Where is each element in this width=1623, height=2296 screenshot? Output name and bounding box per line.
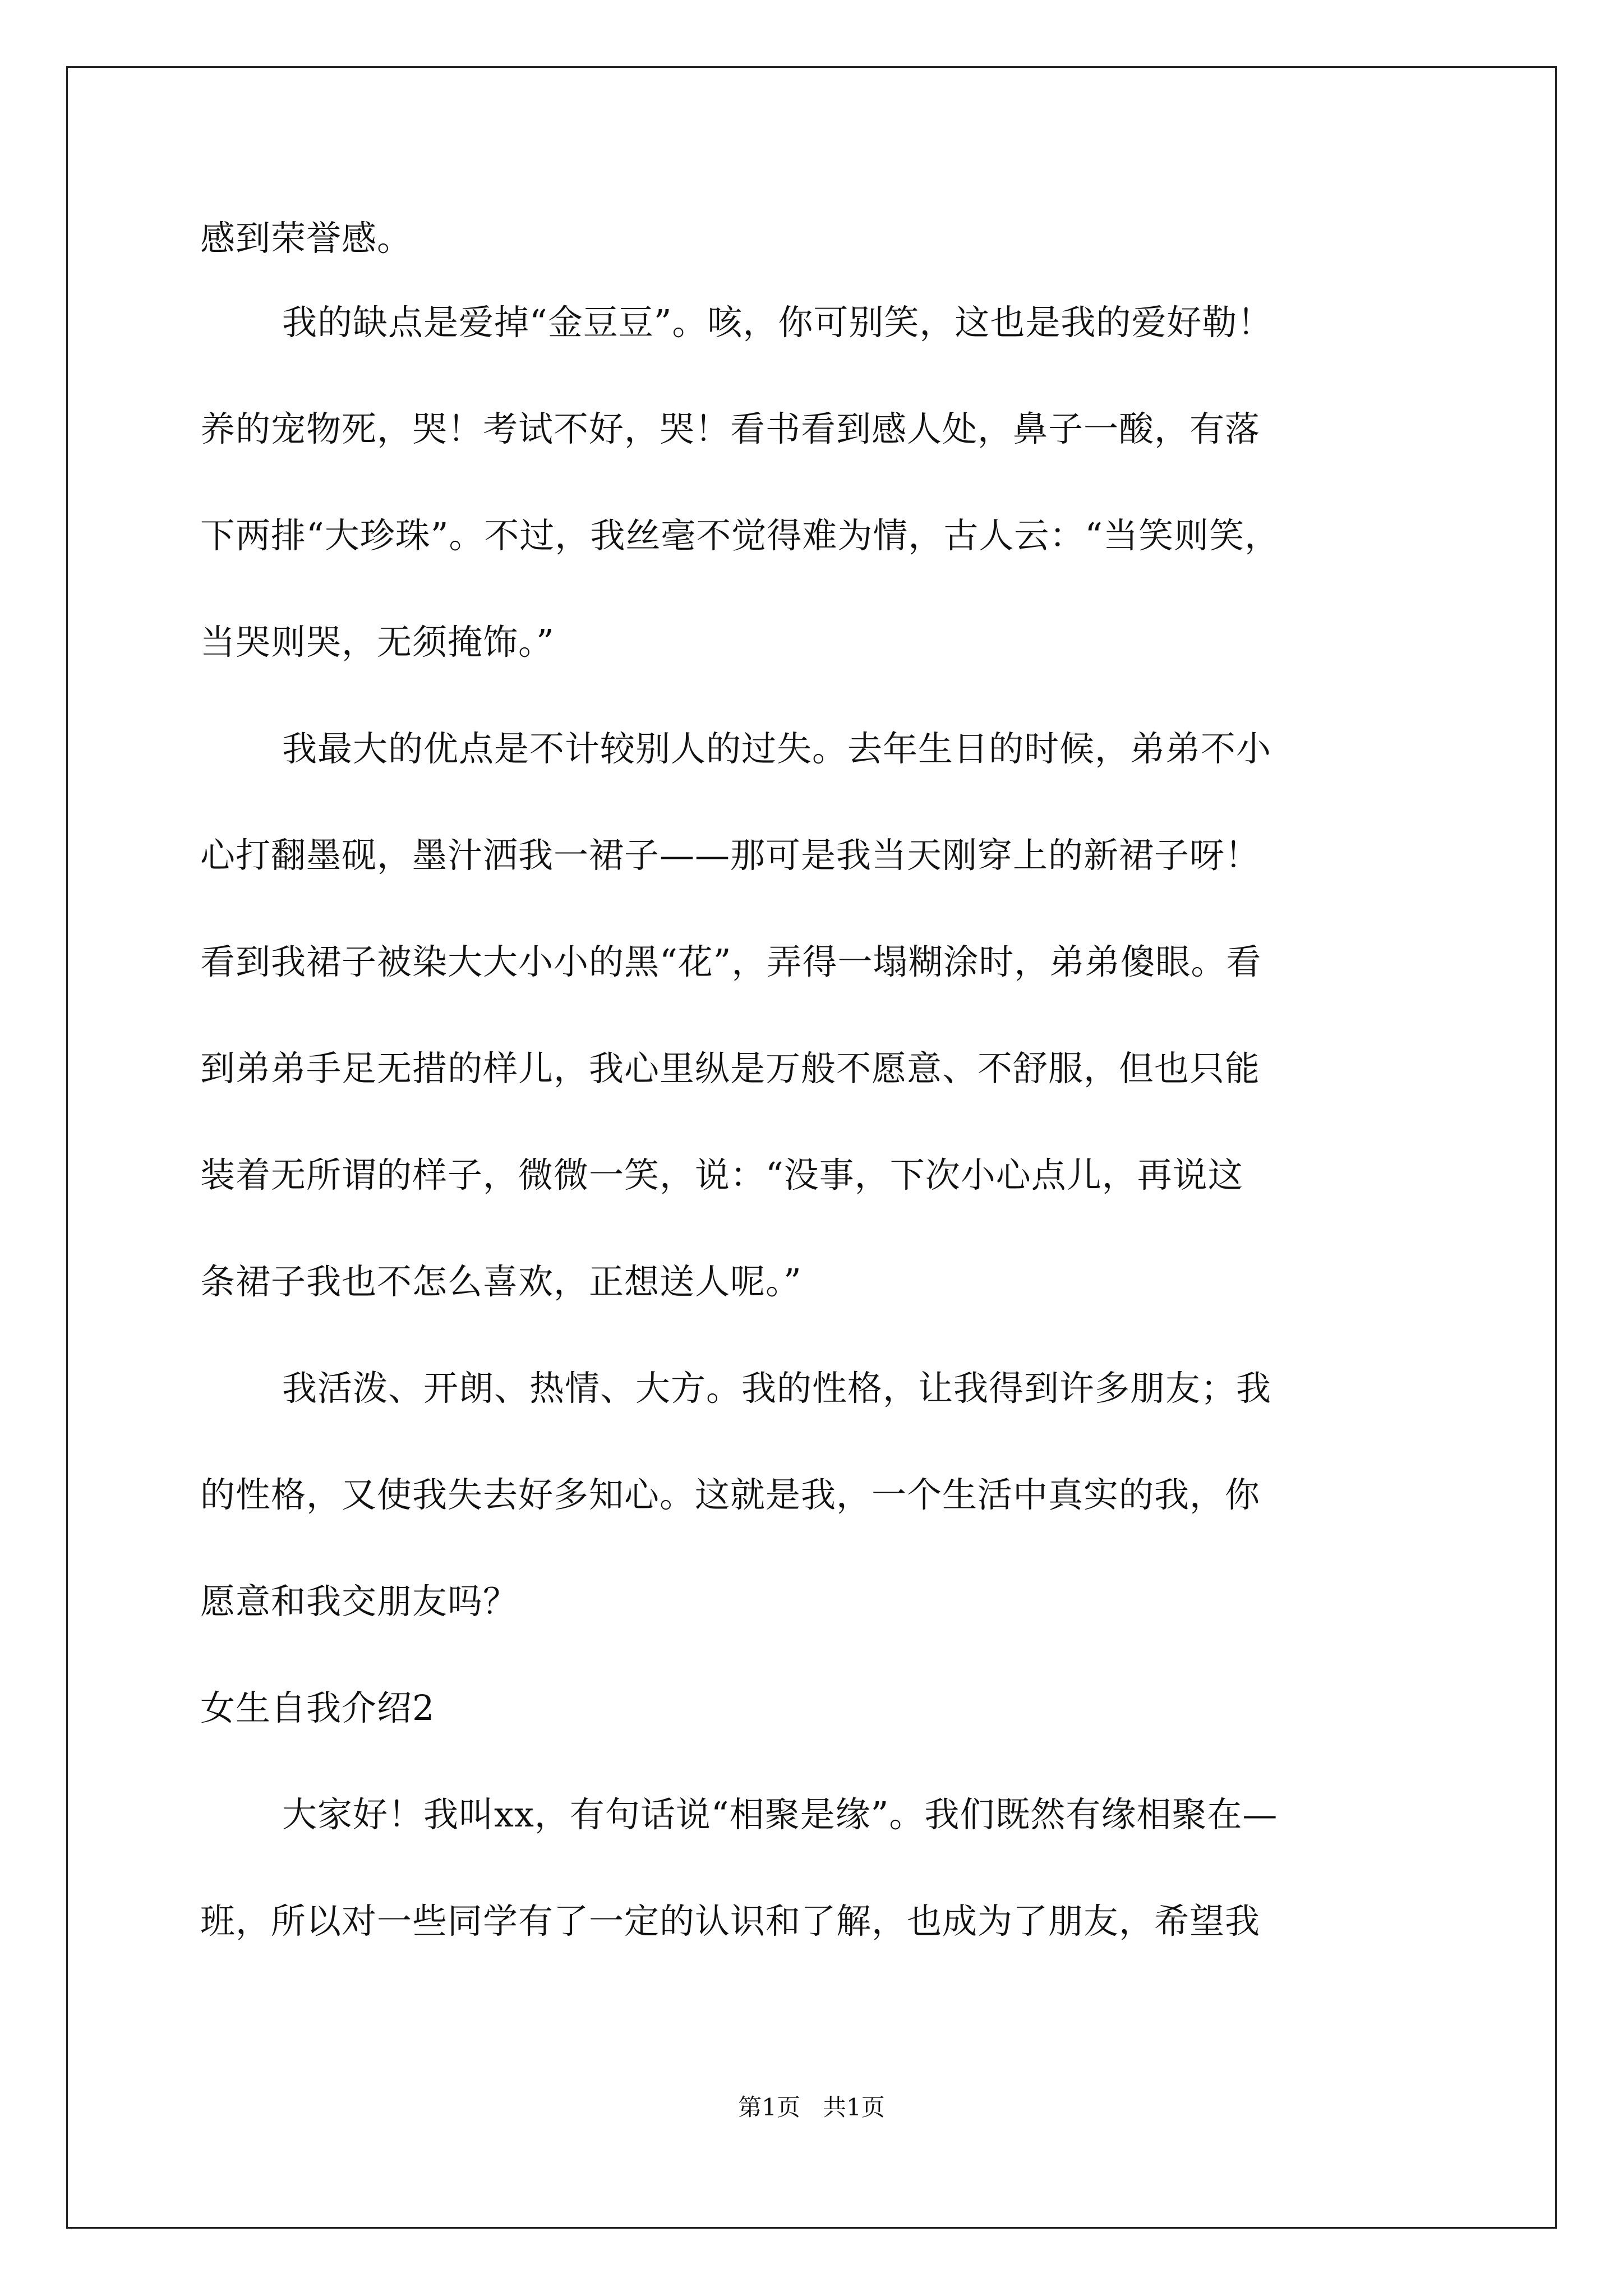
paragraph-line: 愿意和我交朋友吗？ — [200, 1581, 519, 1622]
page-number-footer: 第1页 共1页 — [738, 2093, 885, 2121]
paragraph-line: 我最大的优点是不计较别人的过失。去年生日的时候，弟弟不小 — [282, 728, 1272, 769]
paragraph-line: 心打翻墨砚，墨汁洒我一裙子——那可是我当天刚穿上的新裙子呀！ — [200, 835, 1261, 876]
section-heading: 女生自我介绍2 — [200, 1687, 435, 1728]
paragraph-line: 下两排“大珍珠”。不过，我丝毫不觉得难为情，古人云：“当笑则笑， — [200, 515, 1280, 556]
paragraph-line: 养的宠物死，哭！考试不好，哭！看书看到感人处，鼻子一酸，有落 — [200, 408, 1261, 449]
paragraph-line: 感到荣誉感。 — [200, 218, 413, 259]
paragraph-line: 的性格，又使我失去好多知心。这就是我，一个生活中真实的我，你 — [200, 1474, 1261, 1515]
paragraph-line: 装着无所谓的样子，微微一笑，说：“没事，下次小心点儿，再说这 — [200, 1154, 1243, 1195]
paragraph-line: 到弟弟手足无措的样儿，我心里纵是万般不愿意、不舒服，但也只能 — [200, 1048, 1261, 1089]
paragraph-line: 条裙子我也不怎么喜欢，正想送人呢。” — [200, 1261, 802, 1302]
paragraph-line: 看到我裙子被染大大小小的黑“花”，弄得一塌糊涂时，弟弟傻眼。看 — [200, 941, 1262, 982]
paragraph-line: 我活泼、开朗、热情、大方。我的性格，让我得到许多朋友；我 — [282, 1368, 1272, 1409]
paragraph-line: 班，所以对一些同学有了一定的认识和了解，也成为了朋友，希望我 — [200, 1901, 1261, 1941]
paragraph-line: 我的缺点是爱掉“金豆豆”。咳，你可别笑，这也是我的爱好勒！ — [282, 302, 1273, 343]
paragraph-line: 大家好！我叫xx，有句话说“相聚是缘”。我们既然有缘相聚在— — [282, 1794, 1278, 1835]
paragraph-line: 当哭则哭，无须掩饰。” — [200, 622, 555, 662]
